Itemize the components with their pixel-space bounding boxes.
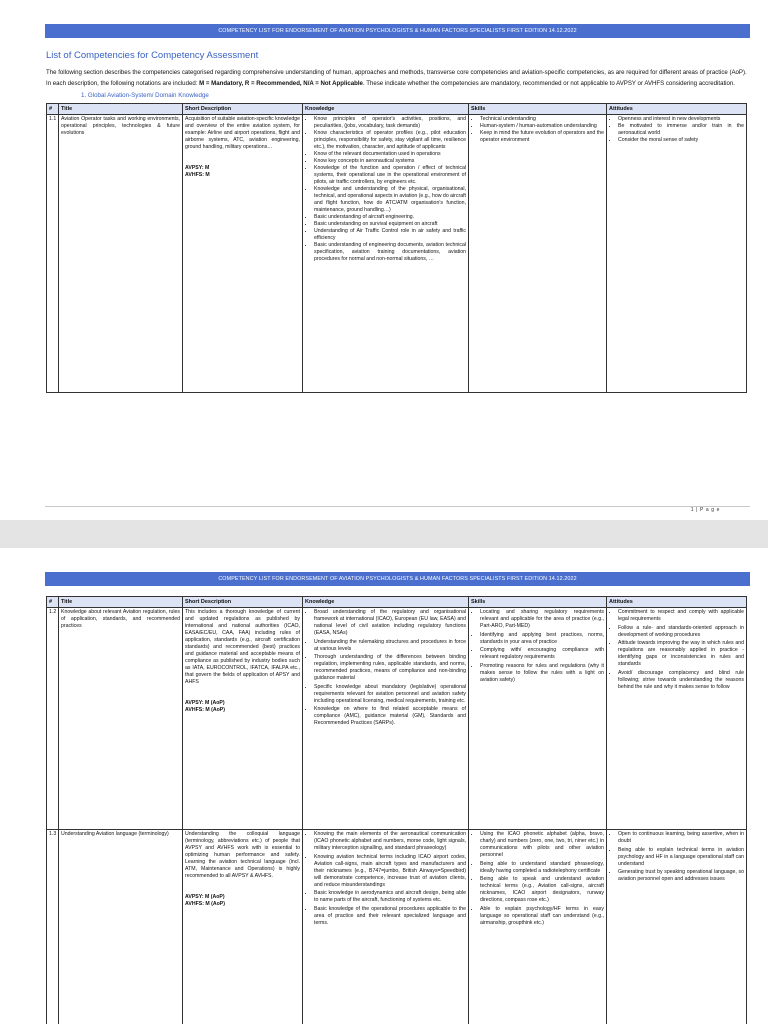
skills-list [471, 116, 604, 144]
row-skills [469, 830, 607, 1024]
knowledge-list [305, 831, 466, 927]
col-header-attitudes: Attitudes [607, 597, 747, 608]
list-item: • Know principles of operator's activities, positions, and peculiarities, (jobs, vocabulary, task demands) [314, 116, 466, 130]
list-heading: List of Competencies for Competency Assessment [46, 50, 259, 61]
list-item: • Human-system / human-automation understanding [480, 123, 604, 130]
list-item: • Being able to speak and understand aviation technical terms (e.g., Aviation call-signs, aircraft nicknames, ICAO airport designators, runway directions, compass rose etc.) [480, 876, 604, 904]
list-item: • Openness and interest in new developments [618, 116, 744, 123]
row-knowledge [303, 830, 469, 1024]
document-header-banner: COMPETENCY LIST FOR ENDORSEMENT OF AVIATION PSYCHOLOGISTS & HUMAN FACTORS SPECIALISTS FIRST EDITION 14.12.2022 [45, 572, 750, 586]
list-item: • Knowledge and understanding of the physical, organisational, technical, and operational aspects in aviation (e.g., how do aircraft and flight function, how do ATC/ATM organisation's function, maintenance, ground handling…) [314, 186, 466, 214]
page-1-content [46, 50, 750, 393]
avhfs-rating: AVHFS: M (AoP) [185, 901, 225, 907]
skills-list [471, 831, 604, 927]
document-header-banner: COMPETENCY LIST FOR ENDORSEMENT OF AVIATION PSYCHOLOGISTS & HUMAN FACTORS SPECIALISTS FIRST EDITION 14.12.2022 [45, 24, 750, 38]
knowledge-list [305, 116, 466, 263]
list-item: • Knowledge on where to find related acceptable means of compliance (AMC), guidance material (GM), Standards and Recommended Practices (SARPs). [314, 706, 466, 727]
list-item: • Know of the relevant documentation used in operations [314, 151, 466, 158]
row-attitudes [607, 608, 747, 830]
competency-table [46, 596, 747, 1024]
list-item: • Know characteristics of operator profiles (e.g., pilot education principles, responsibility for safety, stay vigilant all time, resilience etc.), the motivation, character, and aptitude of applicants [314, 130, 466, 151]
list-item: • Consider the moral sense of safety [618, 137, 744, 144]
list-item: • Keep in mind the future evolution of operators and the operator environment [480, 130, 604, 144]
section-heading: 1. Global Aviation-System/ Domain Knowledge [81, 92, 209, 100]
list-item: • Understanding the rulemaking structures and procedures in force at various levels [314, 639, 466, 653]
col-header-num: # [47, 597, 59, 608]
list-item: • Basic understanding of aircraft engineering. [314, 214, 466, 221]
notation-bold: M = Mandatory, R = Recommended, N/A = Not Applicable [199, 80, 363, 88]
col-header-title: Title [59, 597, 183, 608]
notation-paragraph: In each description, the following notations are included: M = Mandatory, R = Recommended, N/A = Not Applicable. These indicate whether the competencies are mandatory, recommended or not applicable to AVPSY or AVHFS considering accreditation. [46, 80, 735, 88]
row-short-description [183, 830, 303, 1024]
list-item: • Using the ICAO phonetic alphabet (alpha, bravo, charly) and numbers (zero, one, two, tri, niner etc.) in communications with pilots and other aviation personnel [480, 831, 604, 859]
col-header-knowledge: Knowledge [303, 104, 469, 115]
skills-list [471, 609, 604, 684]
list-item: • Basic understanding of engineering documents, aviation technical specification, aviation training documentations, aviation procedures for normal and non-normal situations, … [314, 242, 466, 263]
list-item: • Knowing aviation technical terms including ICAO airport codes, Aviation call-signs, main aircraft types and manufacturers and their nicknames (e.g., B747=jumbo, British Airways=Speedbird) will demonstrate competence, increase trust of aviation clients, and reduce misunderstandings [314, 854, 466, 889]
table-row [47, 830, 747, 1024]
list-item: • Basic understanding on survival equipment on aircraft [314, 221, 466, 228]
knowledge-list [305, 609, 466, 727]
row-knowledge [303, 608, 469, 830]
row-short-description [183, 608, 303, 830]
page-number: 1 | P a g e [690, 507, 720, 513]
col-header-title: Title [59, 104, 183, 115]
col-header-skills: Skills [469, 597, 607, 608]
list-item: • Attitude towards improving the way in which rules and regulations are reasonably applied in practice - identifying gaps or inconsistencies in rules and standards [618, 640, 744, 668]
list-item: • Technical understanding [480, 116, 604, 123]
col-header-num: # [47, 104, 59, 115]
row-number: 1.2 [47, 608, 59, 830]
ratings [185, 700, 300, 714]
page-2-content [46, 596, 750, 1024]
row-skills [469, 115, 607, 393]
list-item: • Specific knowledge about mandatory (legislative) operational requirements relevant for aviation personnel and aviation safety including operational licensing, medical requirements, training etc. [314, 684, 466, 705]
list-item: • Understanding of Air Traffic Control role in air safety and traffic efficiency [314, 228, 466, 242]
avpsy-rating: AVPSY: M [185, 165, 210, 172]
table-header-row [47, 597, 747, 608]
short-description-text: Acquisition of suitable aviation-specific knowledge and overview of the entire aviation system, for example: Airline and airport operations, flight and airborne systems, ATC, aviation engineering, ground handling, military operations… [185, 116, 300, 151]
avhfs-rating: AVHFS: M [185, 172, 210, 179]
intro-paragraph: The following section describes the competencies categorised regarding comprehensive understanding of human, approaches and methods, transverse core competencies and aviation-specific competencies, as are required for different areas of practice (AoP). [46, 69, 747, 76]
list-item: • Avoid/ discourage complacency and blind rule following; strive towards understanding the reasons behind the rule and why it makes sense to follow [618, 670, 744, 691]
footer-divider [45, 506, 750, 507]
list-item: • Follow a rule- and standards-oriented approach in development of working procedures [618, 625, 744, 639]
col-header-skills: Skills [469, 104, 607, 115]
competency-table [46, 103, 747, 393]
short-description-text: This includes a thorough knowledge of current and updated regulations as published by international and national authorities (ICAO, EASA/EC/EU, CAA, FAA) including rules of application, standards (e.g., aircraft certification standards) and recommended (best) practices and guidance material and acceptable means of compliance as published by industry bodies such as IATA, EUROCONTROL, IFATCA, IFALPA etc., that govern the fields of application of APSY and AHFS [185, 609, 300, 685]
row-title: Understanding Aviation language (terminology) [59, 830, 183, 1024]
row-number: 1.1 [47, 115, 59, 393]
table-header-row [47, 104, 747, 115]
avpsy-rating: AVPSY: M (AoP) [185, 894, 225, 900]
row-short-description [183, 115, 303, 393]
row-attitudes [607, 830, 747, 1024]
col-header-knowledge: Knowledge [303, 597, 469, 608]
attitudes-list [609, 116, 744, 144]
attitudes-list [609, 831, 744, 883]
table-row [47, 115, 747, 393]
list-item: • Basic knowledge of the operational procedures applicable to the area of practice and their relevant specialized language and terms. [314, 906, 466, 927]
list-item: • Know key concepts in aeronautical systems [314, 158, 466, 165]
list-item: • Being able to explain technical terms in aviation psychology and HF in a language operational staff can understand [618, 847, 744, 868]
row-title: Knowledge about relevant Aviation regulation, rules of application, standards, and recommended practices [59, 608, 183, 830]
ratings [185, 165, 300, 179]
list-item: • Commitment to respect and comply with applicable legal requirements [618, 609, 744, 623]
list-item: • Knowledge of the function and operation / effect of technical systems, their operational use in the operational environment of pilots, air traffic controllers, by engineers etc. [314, 165, 466, 186]
list-item: • Be motivated to immerse and/or train in the aeronautical world [618, 123, 744, 137]
list-item: • Generating trust by speaking operational language, so aviation personnel open and addresses issues [618, 869, 744, 883]
list-item: • Able to explain psychology/HF terms in easy language so operational staff can understand (e.g., airmanship, groupthink etc.) [480, 906, 604, 927]
document-page-2 [0, 548, 768, 1024]
col-header-short: Short Description [183, 104, 303, 115]
avhfs-rating: AVHFS: M (AoP) [185, 707, 225, 713]
row-number: 1.3 [47, 830, 59, 1024]
col-header-short: Short Description [183, 597, 303, 608]
list-item: • Promoting reasons for rules and regulations (why it makes sense to follow the rules with a light on aviation safety) [480, 663, 604, 684]
list-item: • Locating and sharing regulatory requirements relevant and applicable for the area of practice (e.g., Part-ARO, Part-MED) [480, 609, 604, 630]
list-item: • Being able to understand standard phraseology, ideally having completed a radiotelephony certificate [480, 861, 604, 875]
list-item: • Thorough understanding of the differences between binding regulation, implementing rules, applicable standards, and norms, recommended practices, means of compliance and non-binding guidance material [314, 654, 466, 682]
table-row [47, 608, 747, 830]
list-item: • Knowing the main elements of the aeronautical communication (ICAO phonetic alphabet and numbers, morse code, light signals, military interception signalling, and standard phraseology) [314, 831, 466, 852]
attitudes-list [609, 609, 744, 691]
list-item: • Basic knowledge in aerodynamics and aircraft design, being able to name parts of the aircraft, functioning of systems etc. [314, 890, 466, 904]
ratings [185, 894, 300, 908]
list-item: • Broad understanding of the regulatory and organisational framework at international (ICAO), European (EU law, EASA) and national level of civil aviation including regulatory functions (EASA, NSAs) [314, 609, 466, 637]
row-knowledge [303, 115, 469, 393]
row-title: Aviation Operator tasks and working environments, operational principles, technologies & future evolutions [59, 115, 183, 393]
col-header-attitudes: Attitudes [607, 104, 747, 115]
row-attitudes [607, 115, 747, 393]
list-item: • Open to continuous learning, being assertive, when in doubt [618, 831, 744, 845]
short-description-text: Understanding the colloquial language (terminology, abbreviations etc.) of people that AVPSY and AVHFS work with is essential to optimizing human performance and safety. Learning the aviation technical language (incl. ATM, Maintenance and Operations) is highly recommended to all AVPSY & AVHFS. [185, 831, 300, 879]
list-item: • Complying with/ encouraging compliance with relevant regulatory requirements [480, 647, 604, 661]
row-skills [469, 608, 607, 830]
list-item: • Identifying and applying best practices, norms, standards in your area of practice [480, 632, 604, 646]
avpsy-rating: AVPSY: M (AoP) [185, 700, 225, 706]
